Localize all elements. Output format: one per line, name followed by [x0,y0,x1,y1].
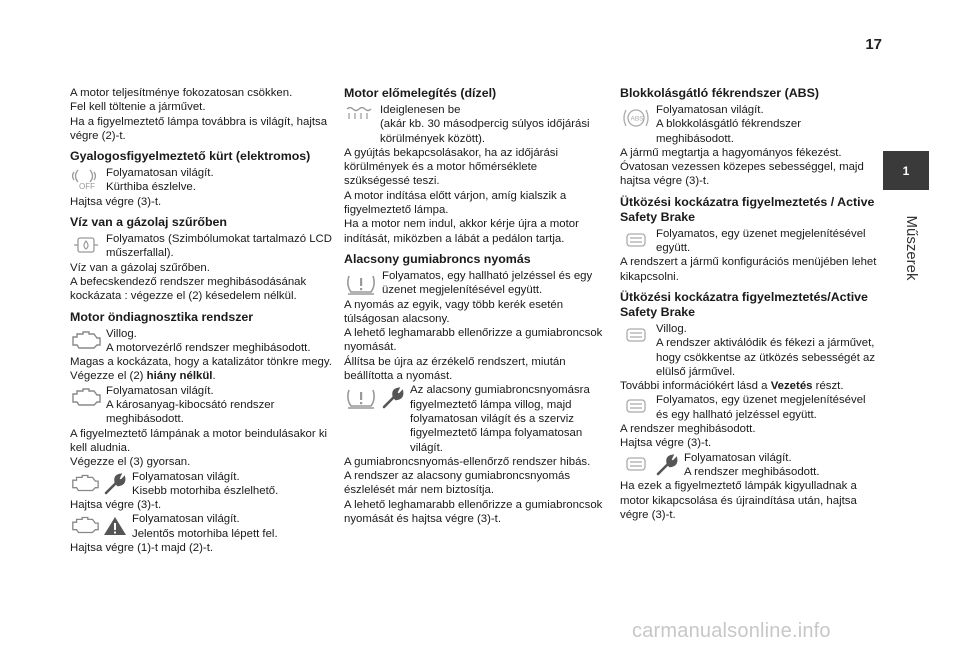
collision-alert-icon [620,393,652,417]
engine-and-warning-icons [70,512,128,538]
entry-text: Villog. A rendszer aktiválódik és fékezi a járművet, hogy csökkentse az ütközés sebességét az elülső járművel. [656,322,876,378]
entry-text: Ideiglenesen be (akár kb. 30 másodpercig súlyos időjárási körülmények között). [380,104,590,145]
paragraph: A rendszer meghibásodott. [620,423,756,436]
horn-off-label: OFF [79,182,95,191]
entry-text: Folyamatosan világít. Kisebb motorhiba észlelhető. [132,470,279,497]
engine-icon [70,472,100,494]
preheating-coil-icon [344,103,376,123]
paragraph: A lehető leghamarabb ellenőrizze a gumiabroncsok nyomását és hajtsa végre (3)-t. [344,498,603,526]
paragraph: A gumiabroncsnyomás-ellenőrző rendszer hibás. [344,455,591,468]
paragraph: Óvatosan vezessen közepes sebességgel, majd hajtsa végre (3)-t. [620,161,864,188]
paragraph: Ha a figyelmeztető lámpa továbbra is világít, hajtsa végre (2)-t. [70,115,328,142]
section-heading: Motor öndiagnosztika rendszer [70,309,254,324]
entry-text: Folyamatosan világít. A károsanyag-kibocsátó rendszer meghibásodott. [106,384,275,426]
section-heading: Motor előmelegítés (dízel) [344,86,497,100]
wrench-icon [654,453,680,477]
paragraph: Állítsa be újra az érzékelő rendszert, miután beállította a nyomást. [344,355,566,383]
warning-entry [344,269,606,298]
entry-text: Folyamatos, egy hallható jelzéssel és egy üzenet megjelenítésével együtt. [382,269,593,297]
entry-text: Folyamatosan világít. Jelentős motorhiba lépett fel. [132,513,278,540]
paragraph: A gyújtás bekapcsolásakor, ha az időjárási körülmények és a motor hőmérséklete szükségessé teszi. [344,146,559,188]
warning-entry [70,166,332,195]
paragraph: A figyelmeztető lámpának a motor beindulásakor ki kell aludnia. [70,427,328,454]
warning-entry [344,103,606,146]
entry-text: Folyamatosan világít. Kürthiba észlelve. [106,167,214,194]
entry-text: Folyamatosan világít. A rendszer meghibásodott. [684,451,820,478]
entry-text: Folyamatos (Szimbólumokat tartalmazó LCD műszerfallal). [106,233,332,260]
tyre-pressure-icon [344,269,378,297]
section-heading: Víz van a gázolaj szűrőben [70,215,227,230]
entry-text: Folyamatos, egy üzenet megjelenítésével együtt. [656,227,866,255]
paragraph: A nyomás az egyik, vagy több kerék esetén túlságosan alacsony. [344,298,564,325]
chapter-tab[interactable]: 1 [883,151,929,190]
warning-entry [70,470,332,499]
warning-entry [620,227,878,256]
warning-entry [70,384,332,427]
paragraph: Fel kell töltenie a járművet. [70,101,206,114]
paragraph: A motor indítása előtt várjon, amíg kialszik a figyelmeztető lámpa. [344,189,567,217]
section-heading: Ütközési kockázatra figyelmeztetés/Active Safety Brake [620,289,868,319]
warning-entry [70,232,332,261]
horn-off-icon [70,166,102,190]
paragraph: Magas a kockázata, hogy a katalizátor tönkre megy. [70,356,332,369]
warning-entry [70,512,332,541]
paragraph: A motor teljesítménye fokozatosan csökken. [70,87,293,99]
warning-entry [620,322,878,379]
collision-alert-icon [620,322,652,346]
wrench-icon [102,472,128,496]
entry-text: Folyamatosan világít. A blokkolásgátló fékrendszer meghibásodott. [656,104,801,145]
section-heading: Ütközési kockázatra figyelmeztetés / Active Safety Brake [620,194,875,224]
paragraph: A lehető leghamarabb ellenőrizze a gumiabroncsok nyomását. [344,327,603,354]
paragraph: Hajtsa végre (1)-t majd (2)-t. [70,542,214,555]
paragraph: További információkért lásd a Vezetés részt. [620,380,844,393]
tyre-pressure-icon [344,385,378,411]
collision-alert-icon [620,453,652,475]
warning-entry [620,451,878,480]
warning-entry [620,393,878,422]
emphasis: hiány nélkül [146,370,213,383]
paragraph: Víz van a gázolaj szűrőben. [70,261,210,274]
paragraph: Hajtsa végre (3)-t. [70,195,162,208]
paragraph: A rendszert a jármű konfigurációs menüjében lehet kikapcsolni. [620,256,877,283]
paragraph: Hajtsa végre (3)-t. [620,437,712,450]
paragraph: Ha ezek a figyelmeztető lámpák kigyulladnak a motor kikapcsolása és újraindítása után, hajtsa végre (3)-t. [620,480,857,521]
collision-alert-and-wrench-icons [620,451,680,477]
section-heading: Blokkolásgátló fékrendszer (ABS) [620,86,819,100]
column-1 [70,86,332,555]
abs-label: ABS [630,115,644,123]
wrench-icon [380,385,406,411]
paragraph: A befecskendező rendszer meghibásodásának kockázata : végezze el (2) késedelem nélkül. [70,275,307,303]
paragraph: Végezze el (2) hiány nélkül. [70,370,216,383]
paragraph: A jármű megtartja a hagyományos fékezést. [620,146,842,159]
engine-icon [70,514,100,536]
watermark: carmanualsonline.info [632,620,831,642]
paragraph: Ha a motor nem indul, akkor kérje újra a motor indítását, miközben a lábát a pedálon tartja. [344,218,579,245]
entry-text: Villog. A motorvezérlő rendszer meghibásodott. [106,327,311,354]
paragraph: A rendszer az alacsony gumiabroncsnyomás észlelését már nem biztosítja. [344,470,571,497]
engine-icon [70,384,102,408]
chapter-title: Műszerek [903,215,920,281]
warning-entry [620,103,878,146]
abs-icon [620,103,652,131]
warning-entry [70,327,332,356]
water-in-diesel-icon [70,232,102,258]
warning-entry [344,383,606,454]
collision-alert-icon [620,227,652,251]
entry-text: Az alacsony gumiabroncsnyomásra figyelmeztető lámpa villog, majd folyamatosan világít és a szerviz figyelmeztető lámpa folyamatosan világít. [410,384,590,454]
page-number: 17 [865,36,882,53]
entry-text: Folyamatos, egy üzenet megjelenítésével és egy hallható jelzéssel együtt. [656,394,866,421]
engine-and-wrench-icons [70,470,128,496]
engine-icon [70,327,102,351]
emphasis: Vezetés [770,380,813,393]
paragraph: Hajtsa végre (3)-t. [70,499,162,512]
paragraph: Végezze el (3) gyorsan. [70,456,191,469]
warning-triangle-icon [102,514,128,538]
column-2 [344,86,606,526]
tyre-pressure-and-wrench-icons [344,383,406,411]
section-heading: Alacsony gumiabroncs nyomás [344,251,531,266]
column-3 [620,86,878,522]
section-heading: Gyalogosfigyelmeztető kürt (elektromos) [70,149,311,164]
